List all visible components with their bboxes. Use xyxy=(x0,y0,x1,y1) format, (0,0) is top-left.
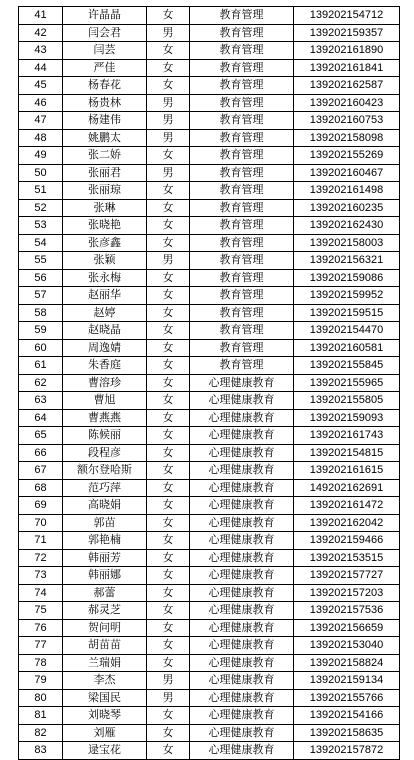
major-cell: 心理健康教育 xyxy=(190,584,294,602)
person-name-cell: 朱香庭 xyxy=(63,357,147,375)
table-row xyxy=(19,742,400,760)
row-number-cell: 41 xyxy=(19,7,63,25)
exam-id-cell: 139202154166 xyxy=(294,707,400,725)
gender-cell: 女 xyxy=(147,602,190,620)
row-number-cell: 44 xyxy=(19,59,63,77)
gender-cell: 女 xyxy=(147,409,190,427)
major-cell: 心理健康教育 xyxy=(190,567,294,585)
major-cell: 教育管理 xyxy=(190,304,294,322)
table-row xyxy=(19,339,400,357)
row-number-cell: 70 xyxy=(19,514,63,532)
major-cell: 教育管理 xyxy=(190,322,294,340)
major-cell: 教育管理 xyxy=(190,357,294,375)
exam-id-cell: 139202155805 xyxy=(294,392,400,410)
row-number-cell: 78 xyxy=(19,654,63,672)
gender-cell: 女 xyxy=(147,217,190,235)
gender-cell: 女 xyxy=(147,549,190,567)
exam-id-cell: 139202157727 xyxy=(294,567,400,585)
person-name-cell: 韩丽娜 xyxy=(63,567,147,585)
table-row xyxy=(19,77,400,95)
row-number-cell: 42 xyxy=(19,24,63,42)
row-number-cell: 80 xyxy=(19,689,63,707)
person-name-cell: 范巧萍 xyxy=(63,479,147,497)
row-number-cell: 77 xyxy=(19,637,63,655)
person-name-cell: 赵丽华 xyxy=(63,287,147,305)
person-name-cell: 陈候丽 xyxy=(63,427,147,445)
row-number-cell: 57 xyxy=(19,287,63,305)
major-cell: 心理健康教育 xyxy=(190,724,294,742)
person-name-cell: 郭苗 xyxy=(63,514,147,532)
table-row xyxy=(19,374,400,392)
table-row xyxy=(19,252,400,270)
gender-cell: 女 xyxy=(147,322,190,340)
table-row xyxy=(19,497,400,515)
major-cell: 教育管理 xyxy=(190,164,294,182)
major-cell: 教育管理 xyxy=(190,112,294,130)
exam-id-cell: 139202159515 xyxy=(294,304,400,322)
exam-id-cell: 139202154470 xyxy=(294,322,400,340)
gender-cell: 女 xyxy=(147,392,190,410)
row-number-cell: 67 xyxy=(19,462,63,480)
person-name-cell: 曹燕燕 xyxy=(63,409,147,427)
gender-cell: 女 xyxy=(147,514,190,532)
person-name-cell: 张二娇 xyxy=(63,147,147,165)
person-name-cell: 段程彦 xyxy=(63,444,147,462)
gender-cell: 女 xyxy=(147,532,190,550)
gender-cell: 女 xyxy=(147,479,190,497)
person-name-cell: 张晓艳 xyxy=(63,217,147,235)
person-name-cell: 闫芸 xyxy=(63,42,147,60)
exam-id-cell: 149202162691 xyxy=(294,479,400,497)
major-cell: 教育管理 xyxy=(190,182,294,200)
person-name-cell: 胡苗苗 xyxy=(63,637,147,655)
major-cell: 教育管理 xyxy=(190,7,294,25)
gender-cell: 女 xyxy=(147,42,190,60)
person-name-cell: 曹旭 xyxy=(63,392,147,410)
exam-id-cell: 139202159357 xyxy=(294,24,400,42)
row-number-cell: 75 xyxy=(19,602,63,620)
exam-id-cell: 139202159134 xyxy=(294,672,400,690)
major-cell: 教育管理 xyxy=(190,252,294,270)
row-number-cell: 45 xyxy=(19,77,63,95)
major-cell: 心理健康教育 xyxy=(190,479,294,497)
table-row xyxy=(19,567,400,585)
person-name-cell: 杨建伟 xyxy=(63,112,147,130)
person-name-cell: 闫会君 xyxy=(63,24,147,42)
row-number-cell: 74 xyxy=(19,584,63,602)
exam-id-cell: 139202155269 xyxy=(294,147,400,165)
exam-id-cell: 139202161615 xyxy=(294,462,400,480)
exam-id-cell: 139202157203 xyxy=(294,584,400,602)
exam-id-cell: 139202162042 xyxy=(294,514,400,532)
major-cell: 心理健康教育 xyxy=(190,689,294,707)
person-name-cell: 张永梅 xyxy=(63,269,147,287)
exam-id-cell: 139202158003 xyxy=(294,234,400,252)
table-row xyxy=(19,147,400,165)
exam-id-cell: 139202160581 xyxy=(294,339,400,357)
major-cell: 心理健康教育 xyxy=(190,409,294,427)
person-name-cell: 额尔登哈斯 xyxy=(63,462,147,480)
row-number-cell: 79 xyxy=(19,672,63,690)
gender-cell: 女 xyxy=(147,374,190,392)
table-row xyxy=(19,479,400,497)
exam-id-cell: 139202155965 xyxy=(294,374,400,392)
person-name-cell: 张琳 xyxy=(63,199,147,217)
table-row xyxy=(19,304,400,322)
exam-id-cell: 139202161841 xyxy=(294,59,400,77)
roster-body xyxy=(19,7,400,760)
person-name-cell: 严佳 xyxy=(63,59,147,77)
major-cell: 教育管理 xyxy=(190,269,294,287)
table-row xyxy=(19,672,400,690)
exam-id-cell: 139202157536 xyxy=(294,602,400,620)
row-number-cell: 53 xyxy=(19,217,63,235)
gender-cell: 女 xyxy=(147,619,190,637)
gender-cell: 女 xyxy=(147,182,190,200)
person-name-cell: 刘雁 xyxy=(63,724,147,742)
major-cell: 心理健康教育 xyxy=(190,637,294,655)
row-number-cell: 54 xyxy=(19,234,63,252)
major-cell: 心理健康教育 xyxy=(190,497,294,515)
major-cell: 教育管理 xyxy=(190,77,294,95)
row-number-cell: 49 xyxy=(19,147,63,165)
row-number-cell: 63 xyxy=(19,392,63,410)
person-name-cell: 张颖 xyxy=(63,252,147,270)
table-row xyxy=(19,619,400,637)
major-cell: 心理健康教育 xyxy=(190,532,294,550)
major-cell: 心理健康教育 xyxy=(190,374,294,392)
person-name-cell: 郝蕾 xyxy=(63,584,147,602)
gender-cell: 男 xyxy=(147,164,190,182)
table-row xyxy=(19,24,400,42)
table-row xyxy=(19,7,400,25)
major-cell: 教育管理 xyxy=(190,59,294,77)
exam-id-cell: 139202161498 xyxy=(294,182,400,200)
exam-id-cell: 139202162587 xyxy=(294,77,400,95)
exam-id-cell: 139202160467 xyxy=(294,164,400,182)
exam-id-cell: 139202157872 xyxy=(294,742,400,760)
exam-id-cell: 139202156659 xyxy=(294,619,400,637)
major-cell: 心理健康教育 xyxy=(190,707,294,725)
gender-cell: 女 xyxy=(147,304,190,322)
row-number-cell: 59 xyxy=(19,322,63,340)
gender-cell: 男 xyxy=(147,129,190,147)
row-number-cell: 56 xyxy=(19,269,63,287)
person-name-cell: 李杰 xyxy=(63,672,147,690)
major-cell: 心理健康教育 xyxy=(190,602,294,620)
table-row xyxy=(19,409,400,427)
gender-cell: 女 xyxy=(147,59,190,77)
exam-id-cell: 139202159086 xyxy=(294,269,400,287)
table-row xyxy=(19,427,400,445)
row-number-cell: 66 xyxy=(19,444,63,462)
exam-id-cell: 139202159952 xyxy=(294,287,400,305)
exam-id-cell: 139202153040 xyxy=(294,637,400,655)
table-row xyxy=(19,42,400,60)
major-cell: 心理健康教育 xyxy=(190,514,294,532)
major-cell: 教育管理 xyxy=(190,199,294,217)
person-name-cell: 姚鹏太 xyxy=(63,129,147,147)
gender-cell: 女 xyxy=(147,147,190,165)
exam-id-cell: 139202161743 xyxy=(294,427,400,445)
exam-id-cell: 139202158098 xyxy=(294,129,400,147)
gender-cell: 女 xyxy=(147,77,190,95)
gender-cell: 男 xyxy=(147,672,190,690)
table-row xyxy=(19,129,400,147)
gender-cell: 男 xyxy=(147,689,190,707)
row-number-cell: 64 xyxy=(19,409,63,427)
row-number-cell: 61 xyxy=(19,357,63,375)
person-name-cell: 兰瑞娟 xyxy=(63,654,147,672)
row-number-cell: 68 xyxy=(19,479,63,497)
gender-cell: 女 xyxy=(147,654,190,672)
row-number-cell: 58 xyxy=(19,304,63,322)
person-name-cell: 杨贵林 xyxy=(63,94,147,112)
major-cell: 教育管理 xyxy=(190,217,294,235)
table-row xyxy=(19,637,400,655)
major-cell: 教育管理 xyxy=(190,24,294,42)
major-cell: 心理健康教育 xyxy=(190,549,294,567)
table-row xyxy=(19,584,400,602)
gender-cell: 男 xyxy=(147,252,190,270)
exam-id-cell: 139202161890 xyxy=(294,42,400,60)
gender-cell: 女 xyxy=(147,234,190,252)
table-row xyxy=(19,357,400,375)
table-row xyxy=(19,514,400,532)
person-name-cell: 郭艳楠 xyxy=(63,532,147,550)
exam-id-cell: 139202160423 xyxy=(294,94,400,112)
major-cell: 教育管理 xyxy=(190,129,294,147)
row-number-cell: 62 xyxy=(19,374,63,392)
table-row xyxy=(19,444,400,462)
gender-cell: 男 xyxy=(147,24,190,42)
table-row xyxy=(19,112,400,130)
gender-cell: 女 xyxy=(147,357,190,375)
table-row xyxy=(19,689,400,707)
person-name-cell: 曹溶珍 xyxy=(63,374,147,392)
gender-cell: 女 xyxy=(147,567,190,585)
person-name-cell: 张彦鑫 xyxy=(63,234,147,252)
table-row xyxy=(19,287,400,305)
exam-id-cell: 139202159093 xyxy=(294,409,400,427)
table-row xyxy=(19,602,400,620)
major-cell: 心理健康教育 xyxy=(190,672,294,690)
row-number-cell: 48 xyxy=(19,129,63,147)
gender-cell: 女 xyxy=(147,724,190,742)
table-row xyxy=(19,392,400,410)
exam-id-cell: 139202156321 xyxy=(294,252,400,270)
row-number-cell: 65 xyxy=(19,427,63,445)
row-number-cell: 43 xyxy=(19,42,63,60)
major-cell: 教育管理 xyxy=(190,234,294,252)
major-cell: 心理健康教育 xyxy=(190,427,294,445)
exam-id-cell: 139202160235 xyxy=(294,199,400,217)
table-row xyxy=(19,199,400,217)
row-number-cell: 72 xyxy=(19,549,63,567)
person-name-cell: 郝灵芝 xyxy=(63,602,147,620)
major-cell: 心理健康教育 xyxy=(190,619,294,637)
person-name-cell: 逯宝花 xyxy=(63,742,147,760)
row-number-cell: 73 xyxy=(19,567,63,585)
gender-cell: 女 xyxy=(147,637,190,655)
table-row xyxy=(19,59,400,77)
row-number-cell: 71 xyxy=(19,532,63,550)
gender-cell: 女 xyxy=(147,462,190,480)
table-row xyxy=(19,549,400,567)
table-row xyxy=(19,269,400,287)
row-number-cell: 52 xyxy=(19,199,63,217)
exam-id-cell: 139202162430 xyxy=(294,217,400,235)
gender-cell: 男 xyxy=(147,112,190,130)
person-name-cell: 杨春花 xyxy=(63,77,147,95)
table-row xyxy=(19,94,400,112)
exam-id-cell: 139202153515 xyxy=(294,549,400,567)
row-number-cell: 81 xyxy=(19,707,63,725)
person-name-cell: 张丽琼 xyxy=(63,182,147,200)
table-row xyxy=(19,654,400,672)
row-number-cell: 51 xyxy=(19,182,63,200)
major-cell: 心理健康教育 xyxy=(190,742,294,760)
roster-table xyxy=(18,6,400,760)
gender-cell: 女 xyxy=(147,287,190,305)
person-name-cell: 高晓娟 xyxy=(63,497,147,515)
exam-id-cell: 139202159466 xyxy=(294,532,400,550)
exam-id-cell: 139202158635 xyxy=(294,724,400,742)
exam-id-cell: 139202160753 xyxy=(294,112,400,130)
table-row xyxy=(19,724,400,742)
table-row xyxy=(19,532,400,550)
major-cell: 心理健康教育 xyxy=(190,444,294,462)
person-name-cell: 赵婷 xyxy=(63,304,147,322)
table-row xyxy=(19,234,400,252)
major-cell: 心理健康教育 xyxy=(190,462,294,480)
major-cell: 教育管理 xyxy=(190,42,294,60)
gender-cell: 女 xyxy=(147,7,190,25)
person-name-cell: 梁国民 xyxy=(63,689,147,707)
major-cell: 心理健康教育 xyxy=(190,392,294,410)
row-number-cell: 55 xyxy=(19,252,63,270)
row-number-cell: 83 xyxy=(19,742,63,760)
exam-id-cell: 139202161472 xyxy=(294,497,400,515)
person-name-cell: 许晶晶 xyxy=(63,7,147,25)
table-row xyxy=(19,707,400,725)
row-number-cell: 60 xyxy=(19,339,63,357)
major-cell: 心理健康教育 xyxy=(190,654,294,672)
table-row xyxy=(19,322,400,340)
gender-cell: 女 xyxy=(147,497,190,515)
major-cell: 教育管理 xyxy=(190,339,294,357)
table-row xyxy=(19,164,400,182)
exam-id-cell: 139202154815 xyxy=(294,444,400,462)
gender-cell: 男 xyxy=(147,94,190,112)
person-name-cell: 张丽君 xyxy=(63,164,147,182)
gender-cell: 女 xyxy=(147,742,190,760)
person-name-cell: 赵晓晶 xyxy=(63,322,147,340)
exam-id-cell: 139202155766 xyxy=(294,689,400,707)
major-cell: 教育管理 xyxy=(190,147,294,165)
row-number-cell: 47 xyxy=(19,112,63,130)
row-number-cell: 76 xyxy=(19,619,63,637)
gender-cell: 女 xyxy=(147,269,190,287)
table-row xyxy=(19,182,400,200)
major-cell: 教育管理 xyxy=(190,287,294,305)
gender-cell: 女 xyxy=(147,427,190,445)
person-name-cell: 刘晓琴 xyxy=(63,707,147,725)
person-name-cell: 周逸婧 xyxy=(63,339,147,357)
exam-id-cell: 139202155845 xyxy=(294,357,400,375)
gender-cell: 女 xyxy=(147,584,190,602)
person-name-cell: 贺问明 xyxy=(63,619,147,637)
gender-cell: 女 xyxy=(147,339,190,357)
table-row xyxy=(19,217,400,235)
row-number-cell: 50 xyxy=(19,164,63,182)
exam-id-cell: 139202154712 xyxy=(294,7,400,25)
gender-cell: 女 xyxy=(147,444,190,462)
row-number-cell: 46 xyxy=(19,94,63,112)
row-number-cell: 82 xyxy=(19,724,63,742)
gender-cell: 女 xyxy=(147,707,190,725)
person-name-cell: 韩丽芳 xyxy=(63,549,147,567)
gender-cell: 女 xyxy=(147,199,190,217)
exam-id-cell: 139202158824 xyxy=(294,654,400,672)
major-cell: 教育管理 xyxy=(190,94,294,112)
table-row xyxy=(19,462,400,480)
row-number-cell: 69 xyxy=(19,497,63,515)
